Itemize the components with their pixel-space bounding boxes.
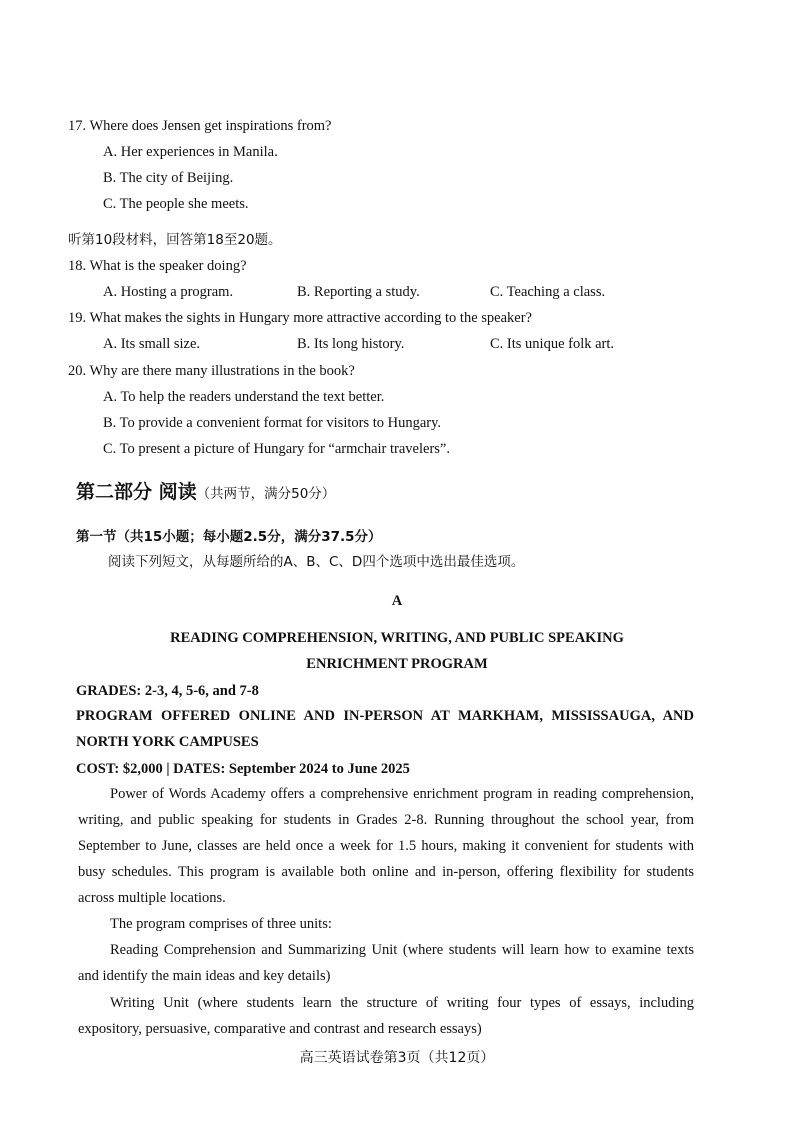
question-20-option-c: C. To present a picture of Hungary for “armchair travelers”. bbox=[103, 441, 450, 457]
page-footer: 高三英语试卷第3页（共12页） bbox=[299, 1050, 495, 1066]
passage-paragraph-1: Power of Words Academy offers a comprehensive enrichment program in reading comprehension, writing, and public speaking for students in Grades 2-8. Running throughout the school year, from September to June, classes are held once a week for 1.5 hours, making it convenient for students with busy schedules. This program is available both online and in-person, offering flexibility for students across multiple locations. bbox=[78, 786, 694, 906]
section-one-heading: 第一节（共15小题；每小题2.5分，满分37.5分） bbox=[76, 529, 382, 545]
section-one-instruction: 阅读下列短文，从每题所给的A、B、C、D四个选项中选出最佳选项。 bbox=[108, 554, 525, 570]
part-two-heading bbox=[76, 482, 335, 504]
passage-paragraph-3: Reading Comprehension and Summarizing Unit (where students will learn how to examine texts and identify the main ideas and key details) bbox=[78, 942, 694, 984]
passage-title-line-2: ENRICHMENT PROGRAM bbox=[306, 656, 488, 672]
passage-paragraph-4: Writing Unit (where students learn the structure of writing four types of essays, including expository, persuasive, comparative and contrast and research essays) bbox=[78, 995, 694, 1037]
program-cost-dates: COST: $2,000 | DATES: September 2024 to June 2025 bbox=[76, 761, 410, 777]
question-20-stem: 20. Why are there many illustrations in the book? bbox=[68, 363, 355, 379]
listening-instruction: 听第10段材料，回答第18至20题。 bbox=[68, 232, 282, 248]
passage-title-line-1: READING COMPREHENSION, WRITING, AND PUBLIC SPEAKING bbox=[170, 630, 624, 646]
program-locations: PROGRAM OFFERED ONLINE AND IN-PERSON AT MARKHAM, MISSISSAUGA, AND NORTH YORK CAMPUSES bbox=[76, 708, 694, 750]
part-two-note: （共两节，满分50分） bbox=[196, 486, 336, 502]
question-20-option-a: A. To help the readers understand the text better. bbox=[103, 389, 385, 405]
passage-letter: A bbox=[391, 593, 403, 609]
question-18-stem: 18. What is the speaker doing? bbox=[68, 258, 247, 274]
question-18-option-b: B. Reporting a study. bbox=[297, 284, 420, 300]
passage-paragraph-2: The program comprises of three units: bbox=[110, 916, 332, 932]
question-17-stem: 17. Where does Jensen get inspirations from? bbox=[68, 118, 332, 134]
question-19-option-a: A. Its small size. bbox=[103, 336, 201, 352]
question-18-option-c: C. Teaching a class. bbox=[490, 284, 606, 300]
question-17-option-a: A. Her experiences in Manila. bbox=[103, 144, 278, 160]
question-19-option-b: B. Its long history. bbox=[297, 336, 405, 352]
program-grades: GRADES: 2-3, 4, 5-6, and 7-8 bbox=[76, 683, 259, 699]
question-19-stem: 19. What makes the sights in Hungary more attractive according to the speaker? bbox=[68, 310, 532, 326]
question-17-option-c: C. The people she meets. bbox=[103, 196, 249, 212]
question-19-option-c: C. Its unique folk art. bbox=[490, 336, 615, 352]
part-two-title: 第二部分 阅读 bbox=[76, 481, 197, 503]
question-17-option-b: B. The city of Beijing. bbox=[103, 170, 234, 186]
question-18-option-a: A. Hosting a program. bbox=[103, 284, 234, 300]
question-20-option-b: B. To provide a convenient format for visitors to Hungary. bbox=[103, 415, 442, 431]
